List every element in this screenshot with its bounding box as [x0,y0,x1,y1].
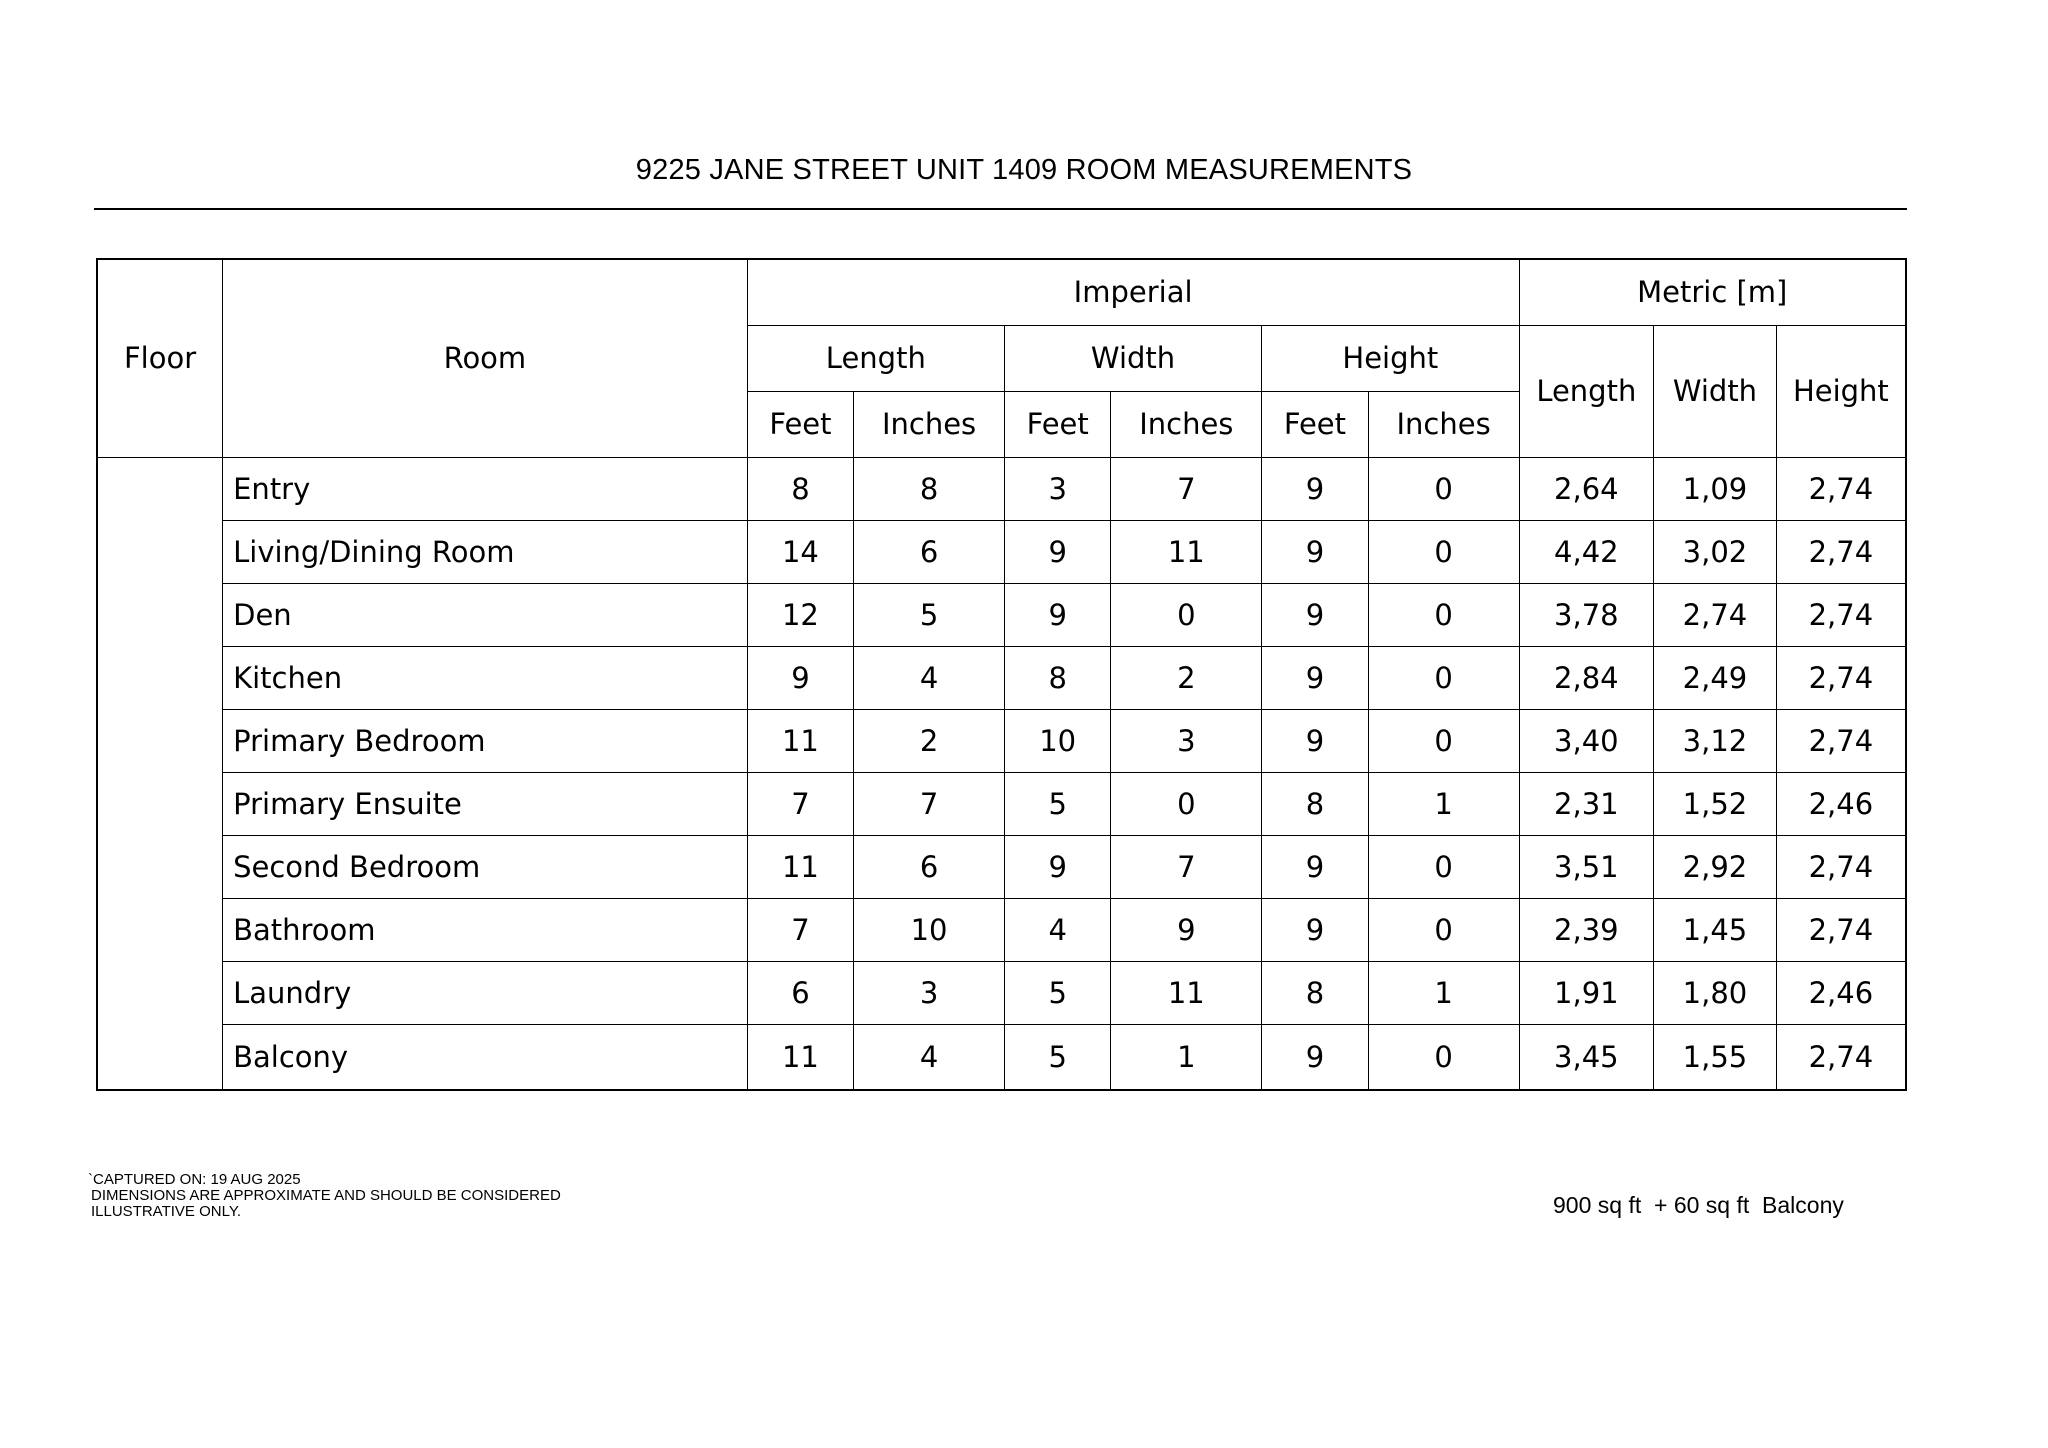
title-divider [94,208,1907,210]
metric-width-cell: 1,55 [1654,1024,1777,1090]
width-inches-cell: 11 [1111,961,1262,1024]
length-inches-cell: 4 [854,1024,1005,1090]
height-feet-cell: 9 [1262,646,1369,709]
metric-height-cell: 2,74 [1776,646,1906,709]
table-header [97,259,1906,457]
height-feet-cell: 8 [1262,961,1369,1024]
metric-length-cell: 1,91 [1519,961,1654,1024]
metric-length-cell: 2,84 [1519,646,1654,709]
width-inches-cell: 1 [1111,1024,1262,1090]
floor-cell [97,457,223,1090]
header-metric-width: Width [1654,325,1777,457]
table-row [97,898,1906,961]
header-metric-height: Height [1776,325,1906,457]
length-inches-cell: 7 [854,772,1005,835]
length-feet-cell: 14 [747,520,854,583]
height-inches-cell: 0 [1368,457,1519,520]
header-length-inches: Inches [854,391,1005,457]
width-inches-cell: 0 [1111,583,1262,646]
room-cell: Laundry [223,961,748,1024]
metric-width-cell: 3,12 [1654,709,1777,772]
height-inches-cell: 1 [1368,772,1519,835]
width-feet-cell: 9 [1004,520,1111,583]
length-feet-cell: 6 [747,961,854,1024]
table-body [97,457,1906,1090]
height-inches-cell: 0 [1368,835,1519,898]
width-inches-cell: 11 [1111,520,1262,583]
measurements-table [96,258,1907,1091]
length-feet-cell: 9 [747,646,854,709]
metric-width-cell: 1,80 [1654,961,1777,1024]
height-inches-cell: 0 [1368,646,1519,709]
metric-width-cell: 2,49 [1654,646,1777,709]
metric-length-cell: 2,39 [1519,898,1654,961]
captured-date: `CAPTURED ON: 19 AUG 2025 [88,1171,301,1188]
header-length-feet: Feet [747,391,854,457]
metric-width-cell: 2,92 [1654,835,1777,898]
width-inches-cell: 7 [1111,457,1262,520]
header-width-feet: Feet [1004,391,1111,457]
height-feet-cell: 9 [1262,835,1369,898]
metric-width-cell: 3,02 [1654,520,1777,583]
table-row [97,646,1906,709]
metric-width-cell: 2,74 [1654,583,1777,646]
header-width-inches: Inches [1111,391,1262,457]
table-row [97,520,1906,583]
length-inches-cell: 10 [854,898,1005,961]
width-feet-cell: 5 [1004,1024,1111,1090]
header-imperial-height: Height [1262,325,1519,391]
height-inches-cell: 0 [1368,709,1519,772]
header-imperial: Imperial [747,259,1519,325]
metric-length-cell: 4,42 [1519,520,1654,583]
height-inches-cell: 0 [1368,898,1519,961]
room-cell: Primary Ensuite [223,772,748,835]
width-feet-cell: 10 [1004,709,1111,772]
room-cell: Primary Bedroom [223,709,748,772]
metric-length-cell: 3,51 [1519,835,1654,898]
table-row [97,457,1906,520]
disclaimer-line: ILLUSTRATIVE ONLY. [91,1203,242,1220]
page-title: 9225 JANE STREET UNIT 1409 ROOM MEASUREMENTS [635,154,1413,186]
table-row [97,1024,1906,1090]
room-cell: Entry [223,457,748,520]
disclaimer-line: DIMENSIONS ARE APPROXIMATE AND SHOULD BE CONSIDERED [91,1187,561,1204]
table-row [97,961,1906,1024]
height-inches-cell: 0 [1368,583,1519,646]
metric-length-cell: 3,78 [1519,583,1654,646]
width-feet-cell: 5 [1004,772,1111,835]
length-feet-cell: 8 [747,457,854,520]
width-feet-cell: 9 [1004,835,1111,898]
width-inches-cell: 7 [1111,835,1262,898]
length-inches-cell: 6 [854,835,1005,898]
room-cell: Second Bedroom [223,835,748,898]
metric-length-cell: 3,40 [1519,709,1654,772]
metric-height-cell: 2,74 [1776,835,1906,898]
length-feet-cell: 12 [747,583,854,646]
height-feet-cell: 8 [1262,772,1369,835]
room-cell: Living/Dining Room [223,520,748,583]
table-row [97,583,1906,646]
metric-height-cell: 2,74 [1776,1024,1906,1090]
width-feet-cell: 4 [1004,898,1111,961]
metric-height-cell: 2,74 [1776,457,1906,520]
room-cell: Kitchen [223,646,748,709]
table-row [97,709,1906,772]
header-imperial-length: Length [747,325,1004,391]
metric-width-cell: 1,52 [1654,772,1777,835]
header-metric-length: Length [1519,325,1654,457]
height-feet-cell: 9 [1262,457,1369,520]
length-feet-cell: 11 [747,709,854,772]
metric-height-cell: 2,74 [1776,898,1906,961]
length-inches-cell: 3 [854,961,1005,1024]
width-inches-cell: 2 [1111,646,1262,709]
metric-length-cell: 2,64 [1519,457,1654,520]
length-feet-cell: 7 [747,772,854,835]
height-inches-cell: 0 [1368,520,1519,583]
width-inches-cell: 3 [1111,709,1262,772]
area-summary: 900 sq ft + 60 sq ft Balcony [1553,1192,1844,1218]
header-imperial-width: Width [1004,325,1261,391]
room-cell: Bathroom [223,898,748,961]
height-feet-cell: 9 [1262,520,1369,583]
length-inches-cell: 5 [854,583,1005,646]
length-inches-cell: 4 [854,646,1005,709]
metric-height-cell: 2,46 [1776,961,1906,1024]
height-feet-cell: 9 [1262,709,1369,772]
header-height-inches: Inches [1368,391,1519,457]
length-inches-cell: 8 [854,457,1005,520]
metric-width-cell: 1,45 [1654,898,1777,961]
metric-height-cell: 2,74 [1776,709,1906,772]
disclaimer-notes [88,1172,561,1220]
table-row [97,835,1906,898]
width-feet-cell: 5 [1004,961,1111,1024]
header-height-feet: Feet [1262,391,1369,457]
metric-height-cell: 2,74 [1776,520,1906,583]
metric-height-cell: 2,74 [1776,583,1906,646]
height-feet-cell: 9 [1262,583,1369,646]
width-inches-cell: 9 [1111,898,1262,961]
width-feet-cell: 8 [1004,646,1111,709]
width-inches-cell: 0 [1111,772,1262,835]
metric-height-cell: 2,46 [1776,772,1906,835]
length-feet-cell: 11 [747,1024,854,1090]
metric-width-cell: 1,09 [1654,457,1777,520]
header-floor: Floor [97,259,223,457]
length-inches-cell: 6 [854,520,1005,583]
width-feet-cell: 9 [1004,583,1111,646]
height-feet-cell: 9 [1262,898,1369,961]
table-row [97,772,1906,835]
width-feet-cell: 3 [1004,457,1111,520]
length-inches-cell: 2 [854,709,1005,772]
room-cell: Den [223,583,748,646]
metric-length-cell: 2,31 [1519,772,1654,835]
header-room: Room [223,259,748,457]
height-inches-cell: 1 [1368,961,1519,1024]
room-cell: Balcony [223,1024,748,1090]
height-feet-cell: 9 [1262,1024,1369,1090]
height-inches-cell: 0 [1368,1024,1519,1090]
metric-length-cell: 3,45 [1519,1024,1654,1090]
header-metric: Metric [m] [1519,259,1906,325]
length-feet-cell: 7 [747,898,854,961]
length-feet-cell: 11 [747,835,854,898]
